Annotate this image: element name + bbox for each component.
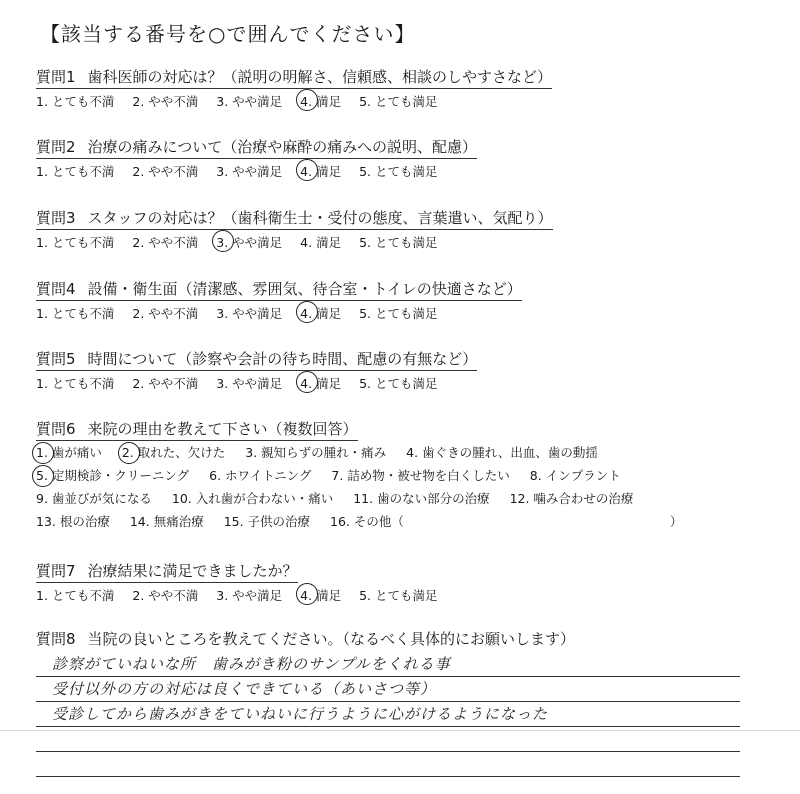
question-number: 質問4 (36, 280, 76, 298)
question-title: 時間について（診察や会計の待ち時間、配慮の有無など） (87, 350, 478, 368)
option-5[interactable]: 5. とても満足 (359, 235, 438, 250)
question-3 (36, 207, 776, 251)
option-4[interactable]: 4. 歯ぐきの腫れ、出血、歯の動揺 (406, 445, 598, 460)
option-3[interactable]: 3. やや満足 (216, 376, 283, 391)
free-answer-area[interactable] (36, 652, 740, 777)
handwritten-answer: 受付以外の方の対応は良くできている（あいさつ等） (52, 680, 437, 698)
option-5[interactable]: 5. とても満足 (359, 164, 438, 179)
option-2[interactable]: 2. やや不満 (132, 235, 199, 250)
question-7 (36, 560, 776, 604)
option-15[interactable]: 15. 子供の治療 (223, 514, 311, 529)
options-row-2 (36, 464, 776, 487)
option-2[interactable]: 2. やや不満 (132, 376, 199, 391)
form-instruction: 【該当する番号を○で囲んでください】 (40, 22, 416, 46)
question-title: スタッフの対応は？（歯科衛生士・受付の態度、言葉遣い、気配り） (87, 209, 553, 227)
answer-options (36, 304, 776, 322)
question-title: 当院の良いところを教えてください。（なるべく具体的にお願いします） (87, 630, 576, 648)
option-3[interactable]: 3. やや満足 (216, 588, 283, 603)
question-1 (36, 66, 776, 110)
option-3[interactable]: 3. やや満足 (216, 306, 283, 321)
question-4 (36, 278, 776, 322)
option-2[interactable]: 2. やや不満 (132, 164, 199, 179)
answer-options (36, 586, 776, 604)
question-2 (36, 136, 776, 180)
option-1[interactable]: 1. とても不満 (36, 164, 115, 179)
option-8[interactable]: 8. インプラント (529, 468, 621, 483)
question-5 (36, 348, 776, 392)
option-14[interactable]: 14. 無痛治療 (129, 514, 204, 529)
option-1[interactable]: 1. とても不満 (36, 588, 115, 603)
option-3[interactable]: 3. 親知らずの腫れ・痛み (245, 445, 387, 460)
handwritten-answer: 受診してから歯みがきをていねいに行うように心がけるようになった (52, 705, 549, 723)
handwritten-answer: 診察がていねいな所 歯みがき粉のサンプルをくれる事 (52, 655, 451, 673)
answer-options (36, 233, 776, 251)
question-6 (36, 418, 776, 533)
answer-line (36, 702, 740, 727)
option-9[interactable]: 9. 歯並びが気になる (36, 491, 152, 506)
option-12[interactable]: 12. 噛み合わせの治療 (509, 491, 634, 506)
option-5[interactable]: 5. とても満足 (359, 306, 438, 321)
option-4[interactable]: 4. 満足 (300, 235, 342, 250)
option-16[interactable]: 16. その他（ (330, 514, 404, 529)
question-number: 質問1 (36, 68, 76, 86)
option-1[interactable]: 1. とても不満 (36, 235, 115, 250)
option-2[interactable]: 2. やや不満 (132, 306, 199, 321)
option-2-selected[interactable]: 2. 取れた、欠けた (122, 441, 225, 464)
answer-options (36, 374, 776, 392)
question-number: 質問8 (36, 630, 76, 648)
option-3-selected[interactable]: 3. やや満足 (216, 235, 283, 250)
answer-line (36, 752, 740, 777)
option-4-selected[interactable]: 4. 満足 (300, 376, 342, 391)
option-1[interactable]: 1. とても不満 (36, 376, 115, 391)
options-row-4 (36, 510, 776, 533)
option-1-selected[interactable]: 1. 歯が痛い (36, 441, 102, 464)
option-4-selected[interactable]: 4. 満足 (300, 94, 342, 109)
option-13[interactable]: 13. 根の治療 (36, 514, 110, 529)
option-2[interactable]: 2. やや不満 (132, 94, 199, 109)
question-title: 設備・衛生面（清潔感、雰囲気、待合室・トイレの快適さなど） (87, 280, 522, 298)
option-3[interactable]: 3. やや満足 (216, 164, 283, 179)
options-row-1 (36, 441, 776, 464)
question-number: 質問2 (36, 138, 76, 156)
option-5-selected[interactable]: 5. 定期検診・クリーニング (36, 464, 189, 487)
question-number: 質問6 (36, 420, 76, 438)
answer-line (36, 652, 740, 677)
option-3[interactable]: 3. やや満足 (216, 94, 283, 109)
option-7[interactable]: 7. 詰め物・被せ物を白くしたい (331, 468, 510, 483)
option-1[interactable]: 1. とても不満 (36, 94, 115, 109)
option-11[interactable]: 11. 歯のない部分の治療 (353, 491, 490, 506)
answer-line (36, 677, 740, 702)
answer-options (36, 92, 776, 110)
option-1[interactable]: 1. とても不満 (36, 306, 115, 321)
question-number: 質問5 (36, 350, 76, 368)
question-number: 質問3 (36, 209, 76, 227)
option-10[interactable]: 10. 入れ歯が合わない・痛い (171, 491, 334, 506)
answer-options (36, 162, 776, 180)
question-title: 来院の理由を教えて下さい（複数回答） (87, 420, 358, 438)
option-4-selected[interactable]: 4. 満足 (300, 588, 342, 603)
paper-fold-line (0, 730, 800, 731)
option-4-selected[interactable]: 4. 満足 (300, 164, 342, 179)
question-title: 治療の痛みについて（治療や麻酔の痛みへの説明、配慮） (87, 138, 477, 156)
option-5[interactable]: 5. とても満足 (359, 94, 438, 109)
option-5[interactable]: 5. とても満足 (359, 588, 438, 603)
option-2[interactable]: 2. やや不満 (132, 588, 199, 603)
options-row-3 (36, 487, 776, 510)
option-4-selected[interactable]: 4. 満足 (300, 306, 342, 321)
other-close-paren: ） (669, 514, 683, 529)
question-number: 質問7 (36, 562, 76, 580)
option-5[interactable]: 5. とても満足 (359, 376, 438, 391)
question-title: 歯科医師の対応は？（説明の明解さ、信頼感、相談のしやすさなど） (87, 68, 552, 86)
question-title: 治療結果に満足できましたか？ (87, 562, 298, 580)
option-6[interactable]: 6. ホワイトニング (209, 468, 312, 483)
question-8 (36, 628, 776, 650)
